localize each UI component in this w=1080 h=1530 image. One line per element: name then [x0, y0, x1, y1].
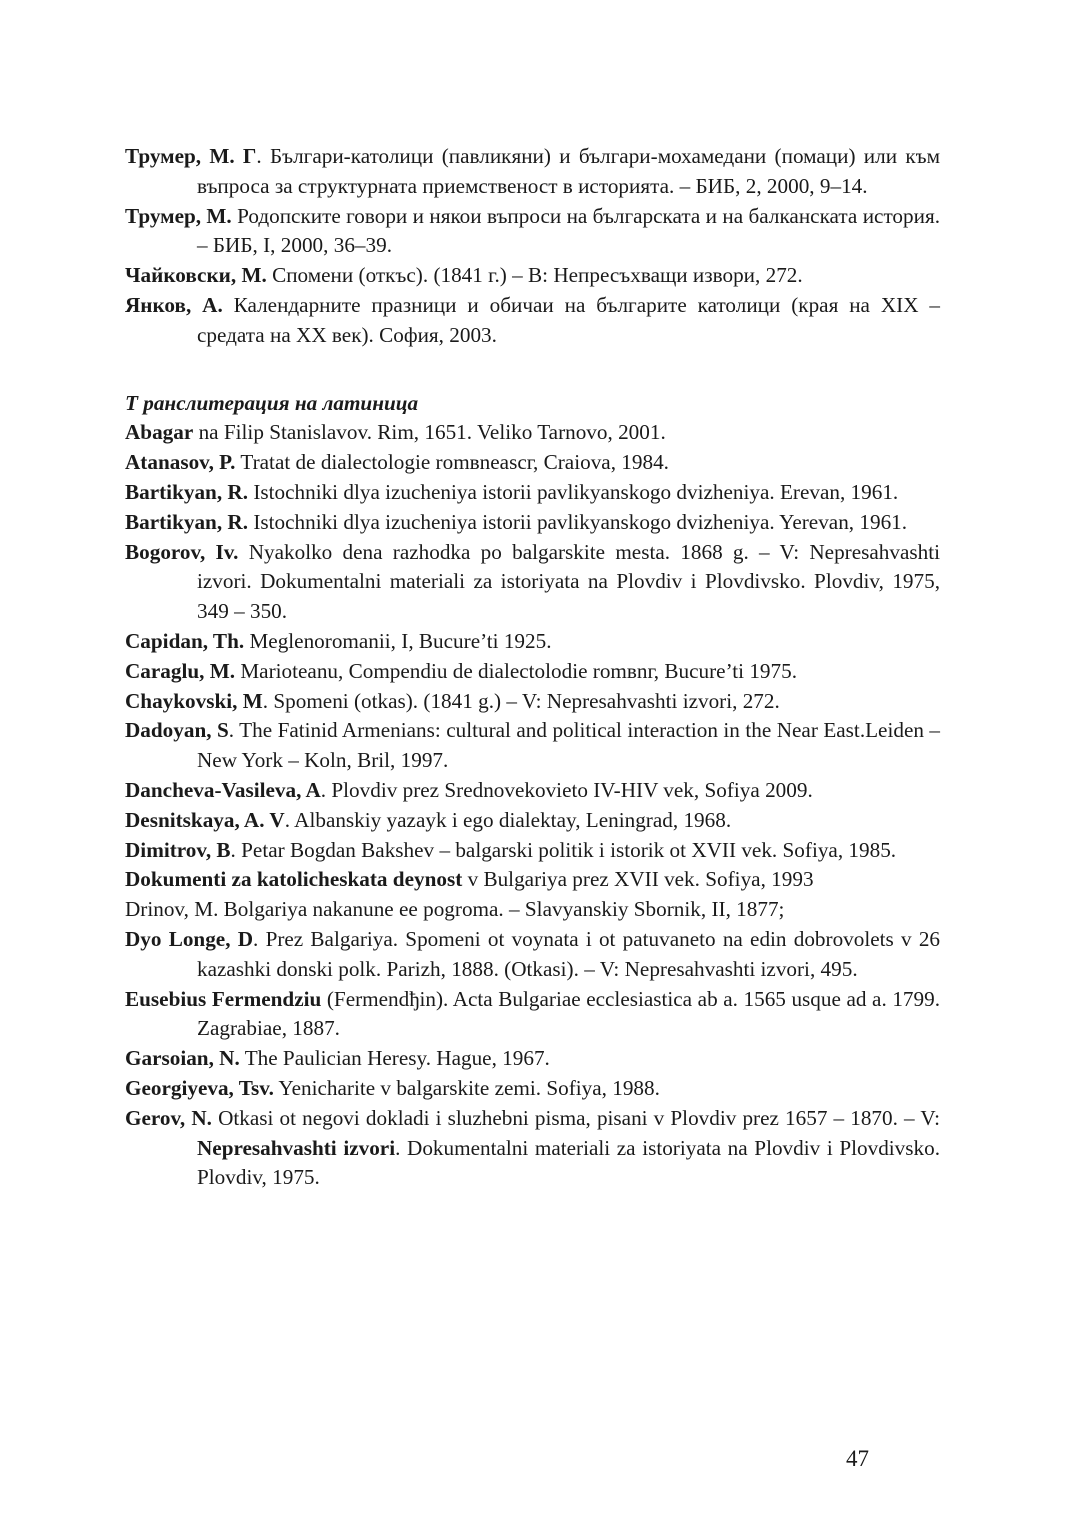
- bibliography-entry: [125, 478, 940, 508]
- entry-author: Bartikyan, R.: [125, 509, 249, 534]
- bibliography-entry: [125, 448, 940, 478]
- bibliography-entry: [125, 1044, 940, 1074]
- bibliography-entry: [125, 776, 940, 806]
- entry-source-title: Nepresahvashti izvori: [197, 1135, 396, 1160]
- bibliography-entry: [125, 202, 940, 262]
- entry-text: . Българи-католици (павликяни) и българи-мохамедани (помаци) или към въпроса за структурната приемственост в историята. – БИБ, 2, 2000, 9–14.: [197, 144, 940, 198]
- bibliography-entry: [125, 627, 940, 657]
- bibliography-entry: [125, 291, 940, 351]
- entry-text: Drinov, M. Bolgariya nakanune ee pogroma. – Slavyanskiy Sbornik, II, 1877;: [125, 897, 785, 922]
- entry-author: Bartikyan, R.: [125, 479, 249, 504]
- entry-author: Dadoyan, S: [125, 718, 229, 743]
- entry-author: Dokumenti za katolicheskata deynost: [125, 867, 463, 892]
- bibliography-entry: [125, 836, 940, 866]
- entry-text: . Prez Balgariya. Spomeni ot voynata i ot patuvaneto na edin dobrovolets v 26 kazashki donski polk. Parizh, 1888. (Otkasi). – V: Nepresahvashti izvori, 495.: [197, 926, 941, 981]
- entry-author: Трумер, М. Г: [125, 144, 257, 168]
- entry-author: Georgiyeva, Tsv.: [125, 1075, 274, 1100]
- latin-entries: [125, 418, 940, 1193]
- entry-text: na Filip Stanislavov. Rim, 1651. Veliko Tarnovo, 2001.: [193, 420, 666, 445]
- entry-text: . The Fatinid Armenians: cultural and political interaction in the Near East.Leiden – New York – Koln, Bril, 1997.: [197, 718, 940, 773]
- page-number: 47: [846, 1446, 869, 1471]
- bibliography-entry: [125, 1104, 940, 1193]
- entry-author: Янков, А.: [125, 292, 223, 317]
- entry-text: Родопските говори и някои въпроси на българската и на балканската история. – БИБ, I, 2000, 36–39.: [197, 203, 940, 258]
- entry-text: Спомени (откъс). (1841 г.) – В: Непресъхващи извори, 272.: [266, 263, 803, 288]
- bibliography-entry: [125, 687, 940, 717]
- entry-text: v Bulgariya prez XVII vek. Sofiya, 1993: [462, 867, 814, 892]
- entry-author: Gerov, N.: [125, 1105, 212, 1130]
- bibliography-entry: [125, 985, 940, 1045]
- bibliography-entry: [125, 895, 940, 925]
- entry-text: . Spomeni (otkas). (1841 g.) – V: Nepresahvashti izvori, 272.: [262, 688, 780, 713]
- entry-text: . Plovdiv prez Srednovekovieto IV-HIV vek, Sofiya 2009.: [320, 777, 813, 802]
- entry-text: Tratat de dialectologie romвneascг, Craiova, 1984.: [235, 450, 669, 475]
- entry-author: Caraglu, M.: [125, 658, 236, 683]
- section-heading: Т ранслитерация на латиница: [125, 390, 419, 415]
- bibliography-entry: [125, 806, 940, 836]
- bibliography-entry: [125, 716, 940, 776]
- entry-text: Istochniki dlya izucheniya istorii pavlikyanskogo dvizheniya. Yerevan, 1961.: [248, 509, 908, 534]
- bulgarian-entries: [125, 142, 940, 351]
- entry-text: (Fermendђin). Acta Bulgariae ecclesiastica ab a. 1565 usque ad a. 1799. Zagrabiae, 1887.: [197, 986, 940, 1041]
- entry-text: . Albanskiy yazayk i ego dialektay, Leningrad, 1968.: [284, 807, 732, 832]
- entry-text: The Paulician Heresy. Hague, 1967.: [239, 1046, 550, 1071]
- bibliography-entry: [125, 865, 940, 895]
- entry-author: Dancheva-Vasileva, A: [125, 777, 321, 802]
- bibliography-entry: [125, 925, 940, 985]
- entry-author: Bogorov, Iv.: [125, 539, 239, 564]
- entry-author: Dyo Longe, D: [125, 926, 254, 951]
- entry-author: Capidan, Th.: [125, 628, 245, 653]
- entry-text: Nyakolko dena razhodka po balgarskite mesta. 1868 g. – V: Nepresahvashti izvori. Dokumentalni materiali za istoriyata na Plovdiv i Plovdivsko. Plovdiv, 1975, 349 – 350.: [197, 539, 940, 624]
- entry-author: Трумер, М.: [125, 203, 232, 228]
- entry-text: Marioteanu, Compendiu de dialectolodie romвnг, Bucure’ti 1975.: [235, 658, 798, 683]
- entry-author: Atanasov, P.: [125, 450, 236, 475]
- bibliography-entry: [125, 538, 940, 627]
- entry-text: . Dokumentalni materiali za istoriyata na Plovdiv i Plovdivsko. Plovdiv, 1975.: [197, 1135, 941, 1190]
- entry-text: Istochniki dlya izucheniya istorii pavlikyanskogo dvizheniya. Erevan, 1961.: [248, 479, 899, 504]
- bibliography-entry: [125, 418, 940, 448]
- bibliography-entry: [125, 142, 940, 202]
- bibliography-entry: [125, 657, 940, 687]
- entry-author: Dimitrov, B: [125, 837, 231, 862]
- entry-author: Desnitskaya, A. V: [125, 807, 285, 832]
- entry-author: Abagar: [125, 420, 194, 445]
- entry-text: Meglenoromanii, I, Bucure’ti 1925.: [244, 628, 552, 653]
- bibliography-entry: [125, 261, 940, 291]
- entry-text: Yenicharite v balgarskite zemi. Sofiya, 1988.: [273, 1075, 660, 1100]
- entry-author: Chaykovski, M: [125, 688, 263, 713]
- entry-text: Otkasi ot negovi dokladi i sluzhebni pisma, pisani v Plovdiv prez 1657 – 1870. – V:: [211, 1105, 940, 1130]
- entry-text: . Petar Bogdan Bakshev – balgarski politik i istorik ot XVII vek. Sofiya, 1985.: [230, 837, 897, 862]
- bibliography-entry: [125, 1074, 940, 1104]
- entry-author: Eusebius Fermendziu: [125, 986, 322, 1011]
- entry-text: Календарните празници и обичаи на българите католици (края на XIX – средата на XX век). София, 2003.: [197, 292, 941, 347]
- bibliography-entry: [125, 508, 940, 538]
- entry-author: Garsoian, N.: [125, 1046, 240, 1071]
- entry-author: Чайковски, М.: [125, 263, 267, 288]
- bibliography: [125, 142, 940, 1193]
